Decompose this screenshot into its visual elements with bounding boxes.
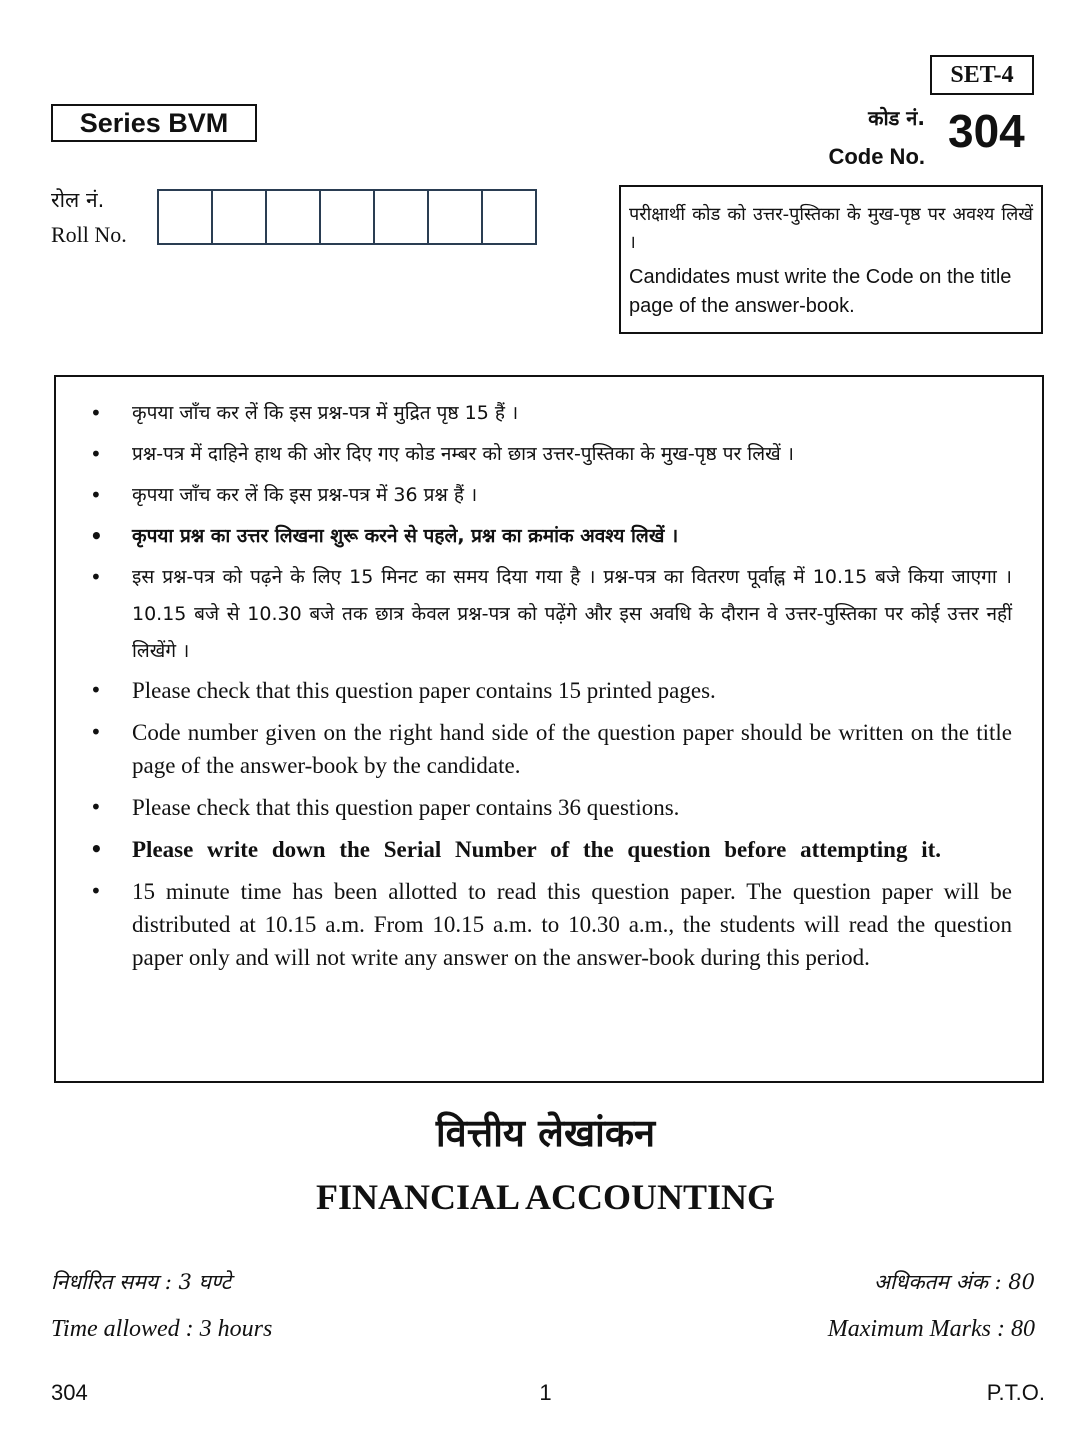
code-number: 304 (948, 105, 1025, 157)
subject-title-english: FINANCIAL ACCOUNTING (315, 1177, 776, 1217)
instruction-item: • इस प्रश्न-पत्र को पढ़ने के लिए 15 मिनट का समय दिया गया है । प्रश्न-पत्र का वितरण पूर्वाह्न में 10.15 बजे किया जाएगा । 10.15 बजे से 10.30 बजे तक छात्र केवल प्रश्न-पत्र को पढ़ेंगे और इस अवधि के दौरान वे उत्तर-पुस्तिका पर कोई उत्तर नहीं लिखेंगे । (86, 559, 1012, 670)
instruction-item: • 15 minute time has been allotted to read this question paper. The question paper will be distributed at 10.15 a.m. From 10.15 a.m. to 10.30 a.m., the students will read the question paper only and will not write any answer on the answer-book during this period. (86, 875, 1012, 974)
maximum-marks-hindi: अधिकतम अंक : 80 (873, 1270, 1035, 1294)
roll-number-cell[interactable] (265, 189, 321, 245)
code-label-hindi: कोड नं. (868, 106, 925, 130)
instruction-item: • Please write down the Serial Number of the question before attempting it. (86, 833, 1012, 866)
footer-pto: P.T.O. (986, 1380, 1045, 1405)
footer-page-number: 1 (539, 1380, 552, 1405)
roll-number-cell[interactable] (373, 189, 429, 245)
instruction-item: • Please check that this question paper contains 15 printed pages. (86, 674, 1012, 707)
roll-label-english: Roll No. (51, 222, 127, 247)
series-label: Series BVM (51, 104, 257, 142)
instruction-item: • कृपया जाँच कर लें कि इस प्रश्न-पत्र में मुद्रित पृष्ठ 15 हैं । (86, 395, 1012, 432)
roll-number-cell[interactable] (211, 189, 267, 245)
subject-title-hindi: वित्तीय लेखांकन (435, 1111, 656, 1155)
maximum-marks-english: Maximum Marks : 80 (827, 1316, 1035, 1342)
instruction-item: • प्रश्न-पत्र में दाहिने हाथ की ओर दिए गए कोड नम्बर को छात्र उत्तर-पुस्तिका के मुख-पृष्ठ पर लिखें । (86, 436, 1012, 473)
code-label-english: Code No. (828, 144, 925, 169)
candidate-note-english: Candidates must write the Code on the title page of the answer-book. (629, 266, 1012, 317)
instruction-item: • Code number given on the right hand side of the question paper should be written on the title page of the answer-book by the candidate. (86, 716, 1012, 782)
roll-label-hindi: रोल नं. (51, 188, 105, 212)
roll-number-cell[interactable] (427, 189, 483, 245)
roll-number-cell[interactable] (319, 189, 375, 245)
instruction-item: • कृपया जाँच कर लें कि इस प्रश्न-पत्र में 36 प्रश्न हैं । (86, 477, 1012, 514)
roll-number-cell[interactable] (157, 189, 213, 245)
footer-code: 304 (51, 1380, 88, 1405)
candidate-note-hindi: परीक्षार्थी कोड को उत्तर-पुस्तिका के मुख-पृष्ठ पर अवश्य लिखें । (629, 204, 1033, 253)
candidate-note-box (619, 185, 1043, 334)
time-allowed-english: Time allowed : 3 hours (51, 1316, 273, 1342)
instructions-list (86, 395, 1012, 974)
instructions-box (54, 375, 1044, 1083)
set-label: SET-4 (930, 55, 1034, 95)
time-allowed-hindi: निर्धारित समय : 3 घण्टे (51, 1270, 232, 1294)
roll-number-grid (157, 189, 537, 245)
instruction-item: • Please check that this question paper contains 36 questions. (86, 791, 1012, 824)
instruction-item: • कृपया प्रश्न का उत्तर लिखना शुरू करने से पहले, प्रश्न का क्रमांक अवश्य लिखें । (86, 518, 1012, 555)
roll-number-cell[interactable] (481, 189, 537, 245)
